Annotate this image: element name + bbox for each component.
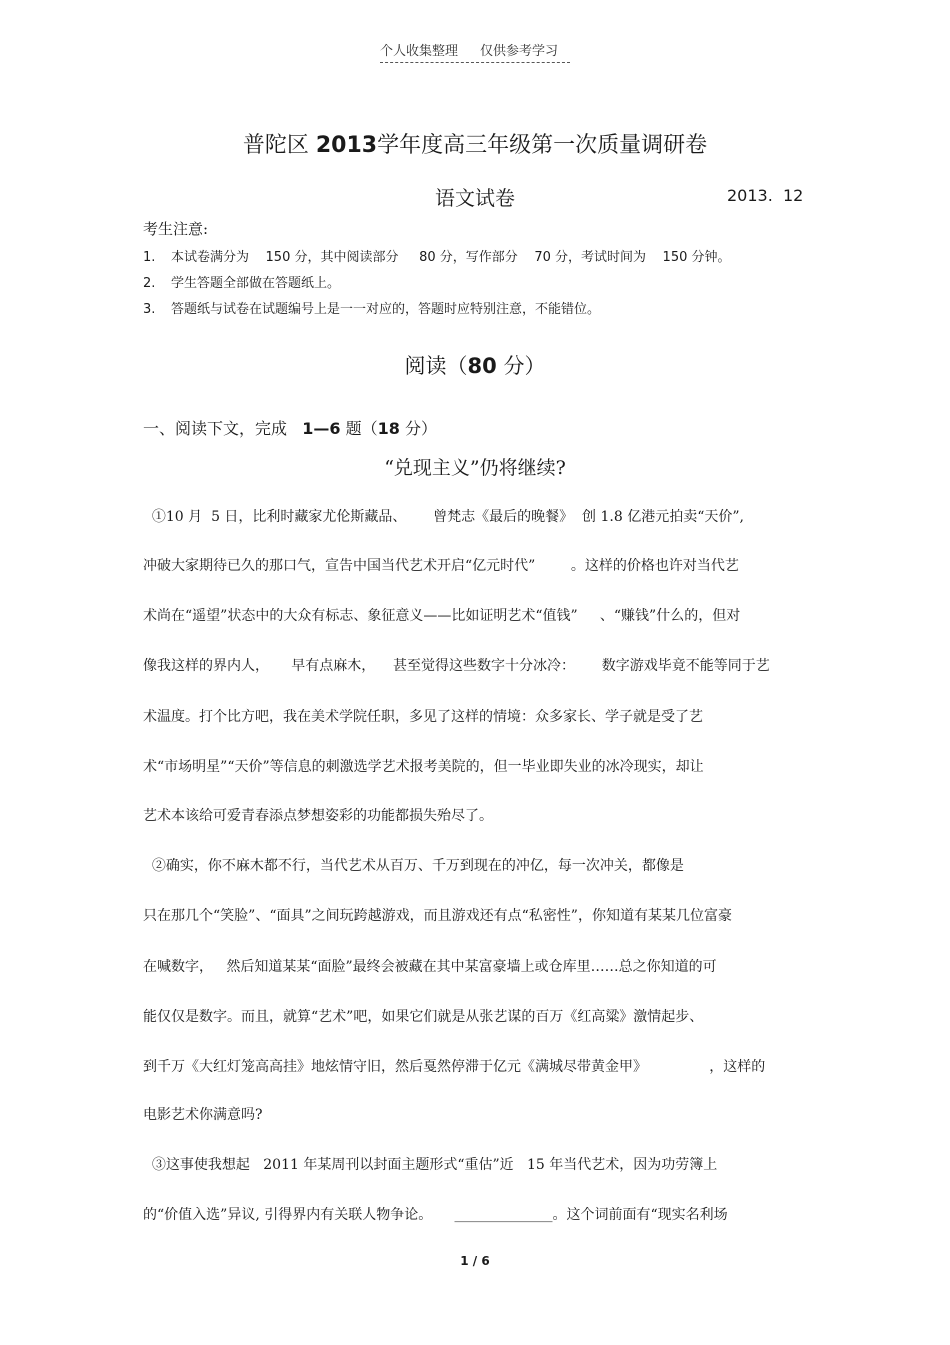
notice-text: 本试卷满分为 150 分，其中阅读部分 80 分，写作部分 70 分，考试时间为 150 分钟。	[171, 250, 731, 265]
question-mid: 题（	[340, 419, 378, 438]
body-line: 能仅仅是数字。而且，就算“艺术”吧，如果它们就是从张艺谋的百万《红高粱》激情起步、	[143, 1009, 704, 1025]
body-line: ①10 月 5 日，比利时藏家尤伦斯藏品、 曾梵志《最后的晚餐》 创 1.8 亿港元拍卖“天价”,	[143, 509, 744, 525]
title-suffix: 学年度高三年级第一次质量调研卷	[377, 133, 708, 158]
section-suffix: 分）	[503, 354, 546, 378]
body-line: 冲破大家期待已久的那口气，宣告中国当代艺术开启“亿元时代” 。这样的价格也许对当代艺	[143, 558, 739, 574]
exam-subtitle: 语文试卷	[435, 186, 515, 210]
body-line: 只在那几个“笑脸”、“面具”之间玩跨越游戏，而且游戏还有点“私密性”，你知道有某某几位富豪	[143, 908, 732, 924]
title-year: 2013	[315, 133, 378, 158]
section-score: 80	[467, 354, 497, 378]
body-line: 电影艺术你满意吗?	[143, 1107, 263, 1123]
page-number: 1 / 6	[460, 1254, 490, 1268]
notice-text: 答题纸与试卷在试题编号上是一一对应的，答题时应特别注意，不能错位。	[171, 302, 601, 317]
body-line: 的“价值入选”异议, 引得界内有关联人物争论。 ______________。这个词前面有“现实名利场	[143, 1207, 728, 1223]
body-line: 术尚在“遥望”状态中的大众有标志、象征意义——比如证明艺术“值钱” 、“赚钱”什么的，但对	[143, 608, 741, 624]
exam-title	[0, 128, 950, 159]
body-line: 艺术本该给可爱青春添点梦想姿彩的功能都损失殆尽了。	[143, 808, 493, 824]
section-prefix: 阅读（	[404, 354, 468, 378]
question-suffix: 分）	[399, 419, 437, 438]
body-line: 在喊数字， 然后知道某某“面脸”最终会被藏在其中某富豪墙上或仓库里……总之你知道的可	[143, 959, 717, 975]
title-prefix: 普陀区	[242, 133, 309, 158]
notice-item	[143, 272, 340, 291]
notice-item	[143, 246, 731, 265]
body-line: 到千万《大红灯笼高高挂》地炫情守旧，然后戛然停滞于亿元《满城尽带黄金甲》 ，这样的	[143, 1059, 766, 1075]
notice-num: 1.	[143, 250, 156, 265]
question-range: 1—6	[302, 419, 341, 438]
body-line: 术“市场明星”“天价”等信息的刺激选学艺术报考美院的，但一毕业即失业的冰冷现实，却让	[143, 759, 704, 775]
notice-num: 3.	[143, 302, 156, 317]
body-line: 像我这样的界内人， 早有点麻木， 甚至觉得这些数字十分冰冷： 数字游戏毕竟不能等同于艺	[143, 658, 770, 674]
exam-date: 2013. 12	[727, 186, 804, 205]
section-title	[0, 350, 950, 380]
question-title	[143, 416, 437, 439]
notice-title: 考生注意:	[143, 220, 209, 238]
notice-num: 2.	[143, 276, 156, 291]
body-line: ②确实，你不麻木都不行，当代艺术从百万、千万到现在的冲亿，每一次冲关，都像是	[143, 858, 684, 874]
notice-text: 学生答题全部做在答题纸上。	[171, 276, 341, 291]
header-left-text: 个人收集整理	[380, 44, 459, 59]
article-title: “兑现主义”仍将继续?	[384, 457, 566, 479]
body-line: ③这事使我想起 2011 年某周刊以封面主题形式“重估”近 15 年当代艺术，因为功劳簿上	[143, 1157, 718, 1173]
page-header	[380, 40, 570, 63]
notice-item	[143, 298, 600, 317]
header-right-text: 仅供参考学习	[480, 44, 559, 59]
question-prefix: 一、阅读下文，完成	[143, 419, 303, 438]
question-score: 18	[377, 419, 400, 438]
body-line: 术温度。打个比方吧，我在美术学院任职，多见了这样的情境：众多家长、学子就是受了艺	[143, 709, 703, 725]
